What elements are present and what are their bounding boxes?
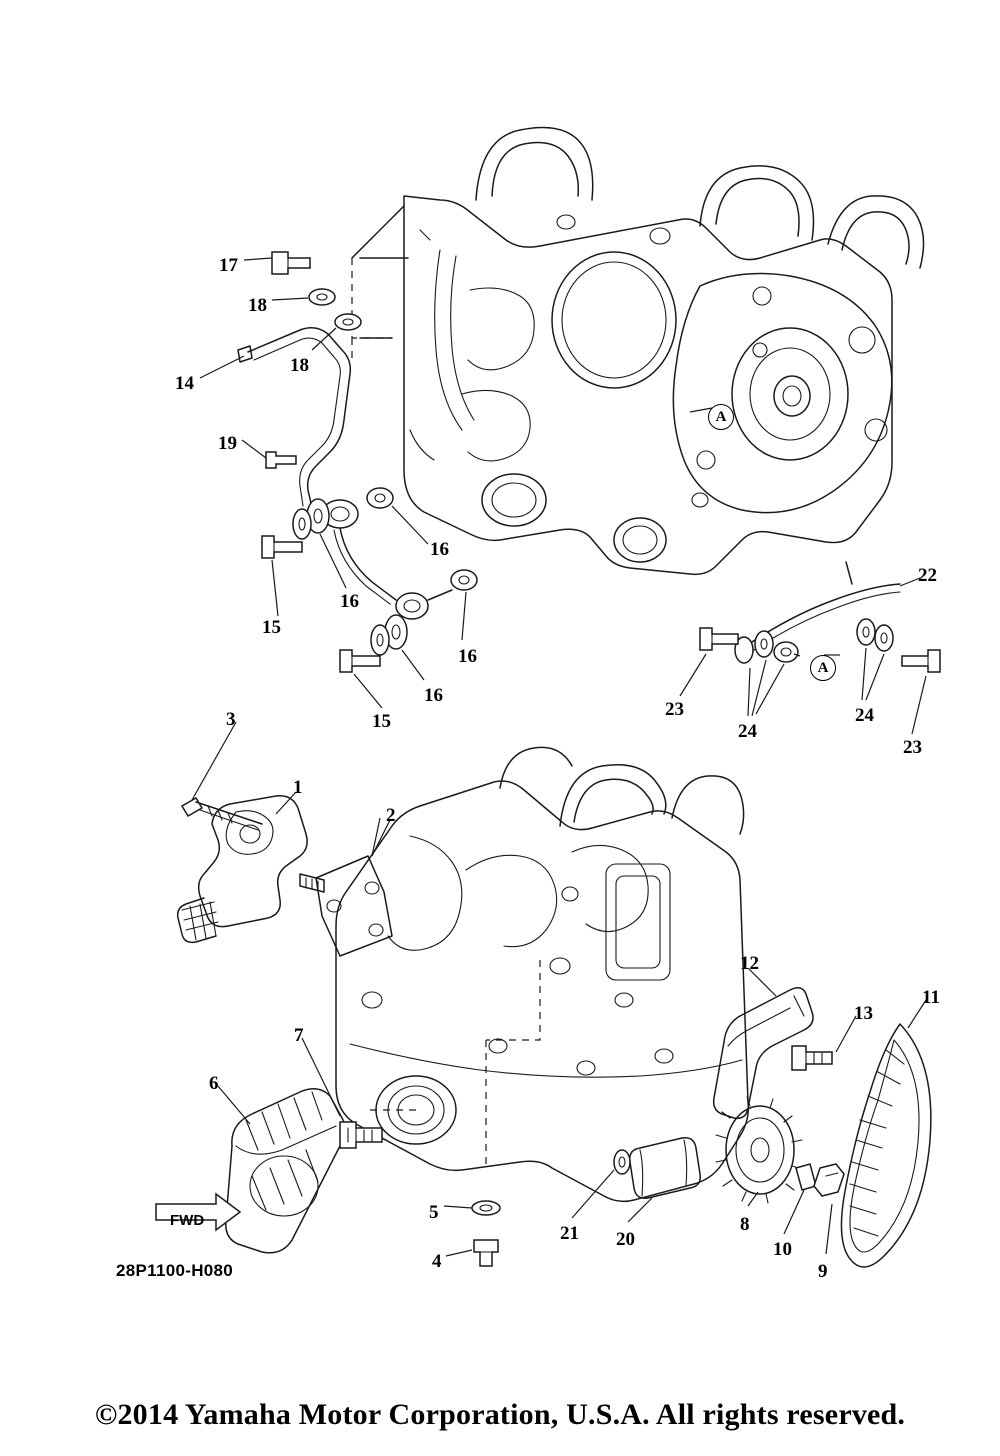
callout-24-right: 24 — [855, 705, 874, 726]
reference-circle-a-lower: A — [810, 655, 836, 681]
callout-2: 2 — [386, 805, 396, 826]
pump-sprocket-assembly — [716, 1097, 844, 1203]
reference-circle-a-upper: A — [708, 404, 734, 430]
callout-3: 3 — [226, 709, 236, 730]
callout-22: 22 — [918, 565, 937, 586]
callout-19: 19 — [218, 433, 237, 454]
callout-7: 7 — [294, 1025, 304, 1046]
leader-lines — [192, 255, 926, 1256]
callout-16-c: 16 — [458, 646, 477, 667]
fwd-direction-label: FWD — [170, 1212, 205, 1229]
drain-plug-assembly — [472, 1201, 500, 1266]
callout-16-d: 16 — [424, 685, 443, 706]
callout-1: 1 — [293, 777, 303, 798]
callout-21: 21 — [560, 1223, 579, 1244]
callout-16-a: 16 — [340, 591, 359, 612]
callout-23-right: 23 — [903, 737, 922, 758]
callout-5: 5 — [429, 1202, 439, 1223]
upper-crankcase-illustration — [352, 128, 924, 575]
callout-4: 4 — [432, 1251, 442, 1272]
callout-9: 9 — [818, 1261, 828, 1282]
callout-15-upper: 15 — [262, 617, 281, 638]
callout-14: 14 — [175, 373, 194, 394]
callout-18-upper: 18 — [248, 295, 267, 316]
relief-valve-assembly — [614, 1138, 700, 1199]
lower-crankcase-illustration — [336, 747, 748, 1201]
part-diagram-code: 28P1100-H080 — [116, 1261, 234, 1280]
callout-13: 13 — [854, 1003, 873, 1024]
oil-pump-assembly — [178, 796, 324, 943]
callout-11: 11 — [922, 987, 940, 1008]
callout-23-left: 23 — [665, 699, 684, 720]
callout-24-left: 24 — [738, 721, 757, 742]
callout-8: 8 — [740, 1214, 750, 1235]
callout-16-b: 16 — [430, 539, 449, 560]
callout-6: 6 — [209, 1073, 219, 1094]
callout-20: 20 — [616, 1229, 635, 1250]
callout-10: 10 — [773, 1239, 792, 1260]
callout-18-lower: 18 — [290, 355, 309, 376]
oil-filter-assembly — [226, 1089, 382, 1253]
copyright-notice: ©2014 Yamaha Motor Corporation, U.S.A. All rights reserved. — [94, 1398, 906, 1431]
callout-17: 17 — [219, 255, 238, 276]
callout-12: 12 — [740, 953, 759, 974]
oil-pump-drive-chain — [841, 1024, 930, 1267]
callout-15-lower: 15 — [372, 711, 391, 732]
